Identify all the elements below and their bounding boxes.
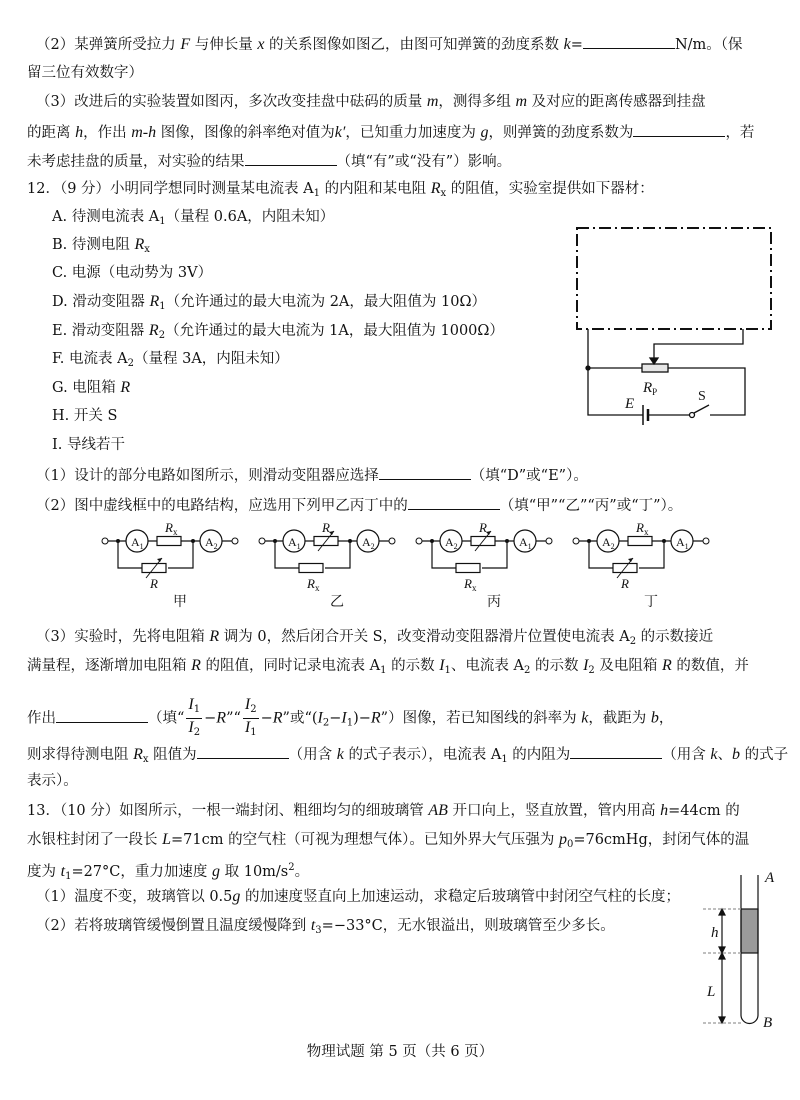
l-label: L: [707, 984, 716, 1000]
math-variable: h: [75, 124, 84, 141]
circuit-option-4: [573, 520, 709, 610]
text-run: （2）若将玻璃管缓慢倒置且温度缓慢降到: [36, 918, 311, 934]
text-run: E. 滑动变阻器: [52, 323, 149, 339]
math-variable: I: [188, 696, 194, 713]
math-variable: m: [515, 93, 528, 110]
subscript: 2: [250, 704, 257, 715]
slider-arrow-icon: [650, 358, 658, 364]
bottom-element-label: R: [621, 576, 629, 591]
text-run: 的示数: [386, 658, 440, 674]
text-run: 图像，图像的斜率绝对值为: [156, 125, 335, 141]
subscript: 2: [322, 717, 330, 729]
text-run: （3）实验时，先将电阻箱: [36, 629, 210, 645]
subscript: 1: [501, 754, 508, 765]
text-run: 水银柱封闭了一段长: [27, 832, 163, 848]
text-run: 的加速度竖直向上加速运动，求稳定后玻璃管中封闭空气柱的长度；: [240, 889, 681, 905]
text-run: 作出: [27, 710, 56, 727]
text-run: 则求得待测电阻: [27, 747, 134, 763]
subscript: 1: [380, 665, 387, 676]
math-variable: L: [162, 831, 172, 848]
switch-label: S: [698, 389, 706, 404]
circuit-caption: 丙: [487, 595, 501, 610]
math-variable: k: [336, 746, 344, 763]
text-run: )−: [353, 710, 371, 727]
rheostat-rp: [642, 364, 668, 372]
subscript: 2: [629, 636, 637, 647]
subscript: 2: [588, 665, 595, 676]
mercury-column: [741, 909, 758, 953]
terminal: [232, 538, 238, 544]
partial-circuit-diagram: [577, 228, 771, 425]
subscript: 1: [65, 871, 72, 882]
circuit-caption: 甲: [173, 595, 187, 610]
math-variable: R: [272, 709, 283, 727]
text-run: （允许通过的最大电流为 1A，最大阻值为 1000Ω）: [165, 323, 504, 339]
text-run: 未考虑挂盘的质量，对实验的结果: [27, 154, 245, 170]
arrowhead: [628, 558, 633, 562]
math-variable: g: [232, 888, 241, 905]
subscript: 2: [127, 358, 134, 369]
text-run: 满量程，逐渐增加电阻箱: [27, 658, 192, 674]
text-run: （用含: [662, 747, 711, 763]
subscript: 1: [250, 727, 257, 738]
superscript: 2: [288, 862, 295, 873]
text-run: 调为 0，然后闭合开关 S，改变滑动变阻器滑片位置使电流表 A: [219, 629, 630, 645]
math-variable: R: [149, 293, 160, 310]
text-run: N/m。（保: [674, 37, 743, 53]
math-variable: m-h: [131, 124, 157, 141]
text-run: ”）图像，若已知图线的斜率为: [380, 710, 582, 727]
junction-dot: [662, 539, 666, 543]
junction-dot: [586, 366, 590, 370]
text-run: −: [329, 710, 342, 727]
subscript: 2: [523, 665, 531, 676]
text-run: 表示）。: [27, 773, 78, 789]
switch-pivot: [690, 413, 695, 418]
subscript: x: [144, 244, 150, 255]
bottom-element-label: $R_x$: [464, 576, 477, 593]
terminal: [546, 538, 552, 544]
dashed-box: [577, 228, 771, 329]
ammeter-label: $A_2$: [205, 535, 218, 551]
text-run: （填“有”或“没有”）影响。: [336, 154, 512, 170]
top-element-label: $R_x$: [165, 520, 178, 537]
text-run: ，: [658, 710, 674, 727]
page-footer: 物理试题 第 5 页（共 6 页）: [306, 1044, 494, 1060]
text-run: 、电流表 A: [450, 658, 524, 674]
math-variable: b: [732, 746, 741, 763]
subscript: 0: [566, 839, 574, 850]
resistor: [456, 564, 480, 573]
text-run: （允许通过的最大电流为 2A，最大阻值为 10Ω）: [165, 294, 486, 310]
subscript: 2: [158, 330, 166, 341]
text-run: （2）图中虚线框中的电路结构，应选用下列甲乙丙丁中的: [36, 498, 408, 514]
junction-dot: [348, 539, 352, 543]
text-run: B. 待测电阻: [52, 237, 135, 253]
text-run: 、: [717, 747, 733, 763]
subscript: 1: [444, 665, 451, 676]
text-run: 阻值为: [148, 747, 197, 763]
bottom-element-label: $R_x$: [307, 576, 320, 593]
slider-wire: [654, 329, 743, 361]
text-run: D. 滑动变阻器: [52, 294, 150, 310]
text-run: 12．（9 分）小明同学想同时测量某电流表 A: [27, 181, 314, 197]
circuit-option-2: [259, 520, 395, 610]
text-run: −: [204, 710, 217, 727]
text-run: 的数值，并: [671, 658, 749, 674]
text-run: （2）某弹簧所受拉力: [36, 37, 181, 53]
math-variable: I: [439, 657, 445, 674]
text-run: （量程 3A，内阻未知）: [133, 351, 289, 367]
text-run: G. 电阻箱: [52, 380, 121, 396]
text-run: 留三位有效数字）: [27, 65, 143, 81]
text-run: 的关系图像如图乙，由图可知弹簧的劲度系数: [264, 37, 564, 53]
terminal: [389, 538, 395, 544]
text-run: ，若: [725, 125, 755, 141]
text-run: 开口向上，竖直放置，管内用高: [447, 803, 661, 819]
resistor: [299, 564, 323, 573]
text-run: ”或“(: [282, 710, 318, 727]
junction-dot: [116, 539, 120, 543]
circuit-option-1: [102, 520, 238, 610]
circuit-options: [102, 520, 709, 610]
ammeter-label: $A_1$: [519, 535, 532, 551]
math-variable: h: [660, 802, 669, 819]
text-run: ，则弹簧的劲度系数为: [488, 125, 634, 141]
math-variable: R: [120, 379, 131, 396]
math-variable: k: [710, 746, 718, 763]
text-run: （1）设计的部分电路如图所示，则滑动变阻器应选择: [36, 468, 379, 484]
subscript: 1: [159, 216, 166, 227]
resistor: [157, 537, 181, 546]
math-variable: R: [370, 709, 381, 727]
text-run: 的阻值，同时记录电流表 A: [200, 658, 381, 674]
bottom-element-label: R: [150, 576, 158, 591]
math-variable: g: [212, 863, 220, 880]
subscript: 1: [346, 717, 354, 729]
ammeter-label: $A_2$: [445, 535, 458, 551]
math-variable: R: [133, 746, 143, 763]
text-run: （量程 0.6A，内阻未知）: [165, 209, 335, 225]
text-run: 的示数: [530, 658, 584, 674]
terminal: [573, 538, 579, 544]
ammeter-label: $A_1$: [288, 535, 301, 551]
junction-dot: [505, 539, 509, 543]
math-variable: g: [480, 124, 489, 141]
subscript: 1: [313, 188, 320, 199]
text-run: ”“: [226, 710, 241, 727]
text-run: ，截距为: [588, 710, 651, 727]
text-run: 与伸长量: [190, 37, 258, 53]
text-run: 的距离: [27, 125, 76, 141]
math-variable: b: [650, 709, 659, 727]
terminal: [259, 538, 265, 544]
terminal: [102, 538, 108, 544]
text-run: 的阻值，实验室提供如下器材：: [446, 181, 654, 197]
text-run: 及对应的距离传感器到挂盘: [527, 94, 706, 110]
math-variable: R: [148, 322, 159, 339]
h-label: h: [711, 925, 719, 941]
ammeter-label: $A_2$: [602, 535, 615, 551]
text-run: =76cmHg，封闭气体的温: [573, 832, 750, 848]
math-variable: R: [216, 709, 227, 727]
resistor: [628, 537, 652, 546]
subscript: 3: [315, 925, 322, 936]
text-run: 的式子表示），电流表 A: [343, 747, 502, 763]
top-element-label: R: [322, 520, 330, 535]
junction-dot: [430, 539, 434, 543]
top-element-label: $R_x$: [636, 520, 649, 537]
subscript: 2: [193, 727, 201, 738]
text-run: =71cm 的空气柱（可视为理想气体）。已知外界大气压强为: [171, 832, 559, 848]
text-run: 13．（10 分）如图所示，一根一端封闭、粗细均匀的细玻璃管: [27, 803, 429, 819]
math-variable: I: [341, 709, 347, 727]
text-run: H. 开关 S: [52, 408, 118, 424]
math-variable: R: [430, 180, 441, 197]
math-variable: I: [583, 657, 589, 674]
math-variable: AB: [428, 802, 448, 819]
subscript: x: [142, 754, 149, 765]
circuit-option-3: [416, 520, 552, 610]
text-run: F. 电流表 A: [52, 351, 128, 367]
math-variable: R: [191, 657, 201, 674]
battery-label: E: [625, 396, 635, 412]
text-run: 的式子: [740, 747, 789, 763]
math-variable: I: [244, 719, 251, 736]
text-run: （填“: [148, 710, 185, 727]
math-variable: x: [257, 36, 265, 53]
text-run: =−33°C，无水银溢出，则玻璃管至少多长。: [321, 918, 615, 934]
ammeter-label: $A_1$: [676, 535, 689, 551]
math-variable: I: [317, 709, 323, 727]
terminal: [416, 538, 422, 544]
text-run: −: [260, 710, 273, 727]
math-variable: t: [60, 863, 66, 880]
junction-dot: [273, 539, 277, 543]
text-run: （1）温度不变，玻璃管以 0.5: [36, 889, 233, 905]
math-variable: I: [188, 719, 194, 736]
text-run: 。: [294, 864, 310, 880]
circuit-caption: 丁: [644, 595, 658, 610]
text-run: 及电阻箱: [594, 658, 662, 674]
terminal: [703, 538, 709, 544]
text-run: =: [570, 37, 583, 53]
glass-tube-diagram: [703, 875, 758, 1024]
text-run: （3）改进后的实验装置如图丙，多次改变挂盘中砝码的质量: [36, 94, 427, 110]
text-run: =44cm 的: [668, 803, 740, 819]
text-run: 度为: [27, 864, 61, 880]
text-run: （填“D”或“E”）。: [470, 468, 588, 484]
text-run: 的内阻为: [507, 747, 571, 763]
math-variable: F: [180, 36, 191, 53]
math-variable: k′: [334, 124, 346, 141]
math-variable: t: [310, 917, 316, 934]
junction-dot: [587, 539, 591, 543]
arrowhead: [157, 558, 162, 562]
text-run: 的示数接近: [636, 629, 714, 645]
subscript: 1: [159, 301, 166, 312]
math-variable: p: [558, 831, 567, 848]
ammeter-label: $A_2$: [362, 535, 375, 551]
text-run: （填“甲”“乙”“丙”或“丁”）。: [499, 498, 683, 514]
text-run: ，测得多组: [438, 94, 516, 110]
text-run: C. 电源（电动势为 3V）: [52, 265, 213, 281]
text-run: （用含: [288, 747, 337, 763]
circuit-caption: 乙: [330, 595, 344, 610]
tube-end-b-label: B: [763, 1015, 773, 1031]
junction-dot: [191, 539, 195, 543]
top-element-label: R: [479, 520, 487, 535]
text-run: A. 待测电流表 A: [52, 209, 160, 225]
math-variable: k: [581, 709, 589, 727]
ammeter-label: $A_1$: [131, 535, 144, 551]
math-variable: I: [244, 696, 251, 713]
math-variable: R: [209, 628, 220, 645]
text-run: I. 导线若干: [52, 437, 125, 453]
subscript: 1: [193, 704, 201, 715]
rp-label: $R_P$: [643, 380, 658, 397]
subscript: x: [440, 188, 447, 199]
math-variable: m: [426, 93, 439, 110]
text-run: =27°C，重力加速度: [71, 864, 212, 880]
text-run: ，作出: [83, 125, 132, 141]
text-run: 的内阻和某电阻: [320, 181, 431, 197]
math-variable: k: [563, 36, 571, 53]
math-variable: R: [662, 657, 672, 674]
tube-end-a-label: A: [765, 870, 775, 886]
text-run: ，已知重力加速度为: [345, 125, 481, 141]
switch-lever: [694, 405, 709, 413]
text-run: 取 10m/s: [220, 864, 289, 880]
math-variable: R: [134, 236, 145, 253]
